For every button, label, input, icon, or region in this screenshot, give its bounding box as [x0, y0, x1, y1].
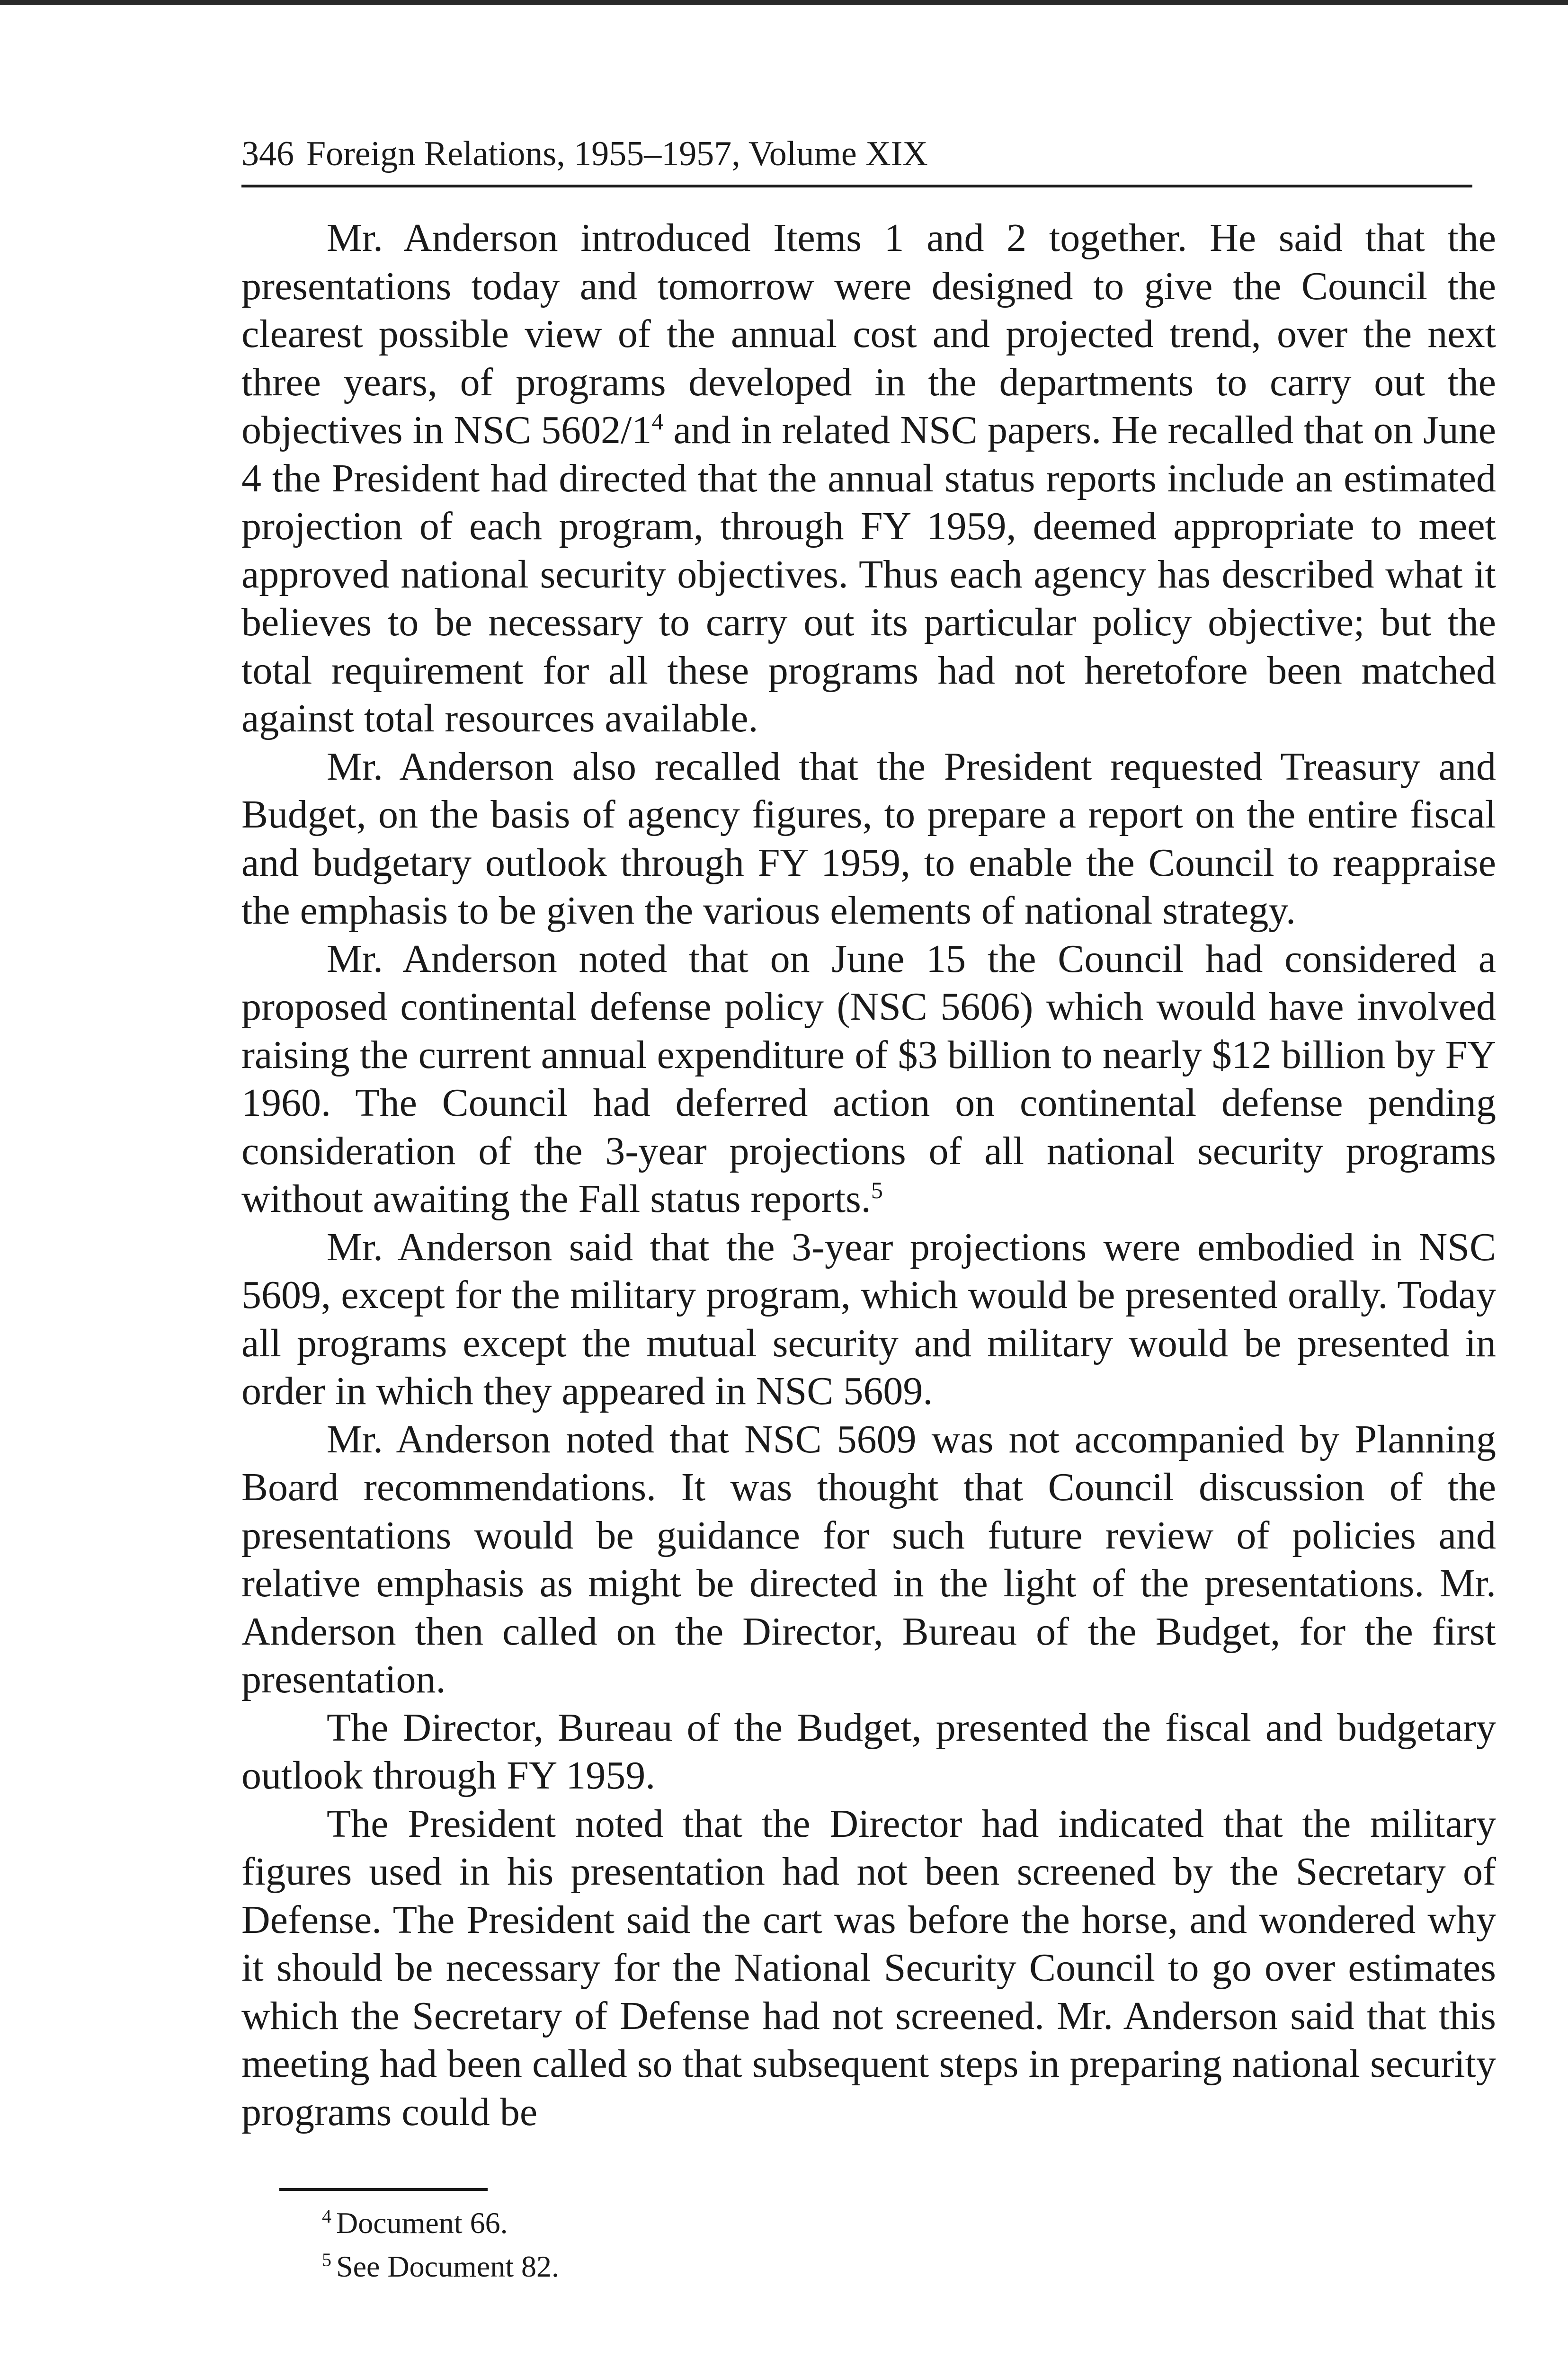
paragraph-text: Mr. Anderson noted that NSC 5609 was not accompanied by Planning Board recommendations. It was thought that Council discussion of the presentations would be guidance for such future review of policies and relative emphasis as might be directed in the light of the presentations. Mr. Anderson then called on the Director, Bureau of the Budget, for the first presentation. — [241, 1417, 1496, 1701]
paragraph-3 — [241, 935, 1496, 1223]
paragraph-1 — [241, 214, 1496, 743]
footnote-4 — [322, 2201, 1496, 2245]
paragraph-4 — [241, 1223, 1496, 1415]
paragraph-text: and in related NSC papers. He recalled that on June 4 the President had directed that the annual status reports include an estimated projection of each program, through FY 1959, deemed appropriate to meet approved national security objectives. Thus each agency has described what it believes to be necessary to carry out its particular policy objective; but the total requirement for all these programs had not heretofore been matched against total resources available. — [241, 408, 1496, 740]
footnote-mark: 5 — [322, 2249, 331, 2270]
paragraph-6 — [241, 1704, 1496, 1800]
footnotes — [322, 2201, 1496, 2288]
paragraph-text: Mr. Anderson noted that on June 15 the Council had considered a proposed continental defense policy (NSC 5606) which would have involved raising the current annual expenditure of $3 billion to nearly $12 billion by FY 1960. The Council had deferred action on continental defense pending consideration of the 3-year projections of all national security programs without awaiting the Fall status reports. — [241, 936, 1496, 1221]
document-page — [241, 128, 1496, 2288]
paragraph-text: Mr. Anderson said that the 3-year projections were embodied in NSC 5609, except for the military program, which would be presented orally. Today all programs except the mutual security and military would be presented in order in which they appeared in NSC 5609. — [241, 1225, 1496, 1413]
running-head — [241, 128, 1472, 187]
paragraph-text: The President noted that the Director had indicated that the military figures used in his presentation had not been screened by the Secretary of Defense. The President said the cart was before the horse, and wondered why it should be necessary for the National Security Council to go over estimates which the Secretary of Defense had not screened. Mr. Anderson said that this meeting had been called so that subsequent steps in preparing national security programs could be — [241, 1801, 1496, 2134]
footnote-text: Document 66. — [336, 2206, 508, 2240]
scan-edge — [0, 0, 1568, 5]
paragraph-text: Mr. Anderson also recalled that the President requested Treasury and Budget, on the basis of agency figures, to prepare a report on the entire fiscal and budgetary outlook through FY 1959, to enable the Council to reappraise the emphasis to be given the various elements of national strategy. — [241, 744, 1496, 933]
paragraph-text: The Director, Bureau of the Budget, presented the fiscal and budgetary outlook through FY 1959. — [241, 1705, 1496, 1797]
body-text — [241, 214, 1496, 2136]
running-title: Foreign Relations, 1955–1957, Volume XIX — [306, 134, 928, 173]
paragraph-text: Mr. Anderson introduced Items 1 and 2 together. He said that the presentations today and tomorrow were designed to give the Council the clearest possible view of the annual cost and projected trend, over the next three years, of programs developed in the departments to carry out the objectives in NSC 5602/1 — [241, 216, 1496, 452]
footnote-text: See Document 82. — [336, 2250, 559, 2283]
paragraph-2 — [241, 743, 1496, 935]
paragraph-7 — [241, 1800, 1496, 2136]
footnote-reference: 4 — [651, 408, 664, 435]
footnote-divider — [279, 2188, 488, 2191]
footnote-reference: 5 — [871, 1177, 883, 1203]
page-number: 346 — [241, 134, 294, 173]
footnote-5 — [322, 2245, 1496, 2288]
footnote-mark: 4 — [322, 2205, 331, 2227]
paragraph-5 — [241, 1415, 1496, 1704]
